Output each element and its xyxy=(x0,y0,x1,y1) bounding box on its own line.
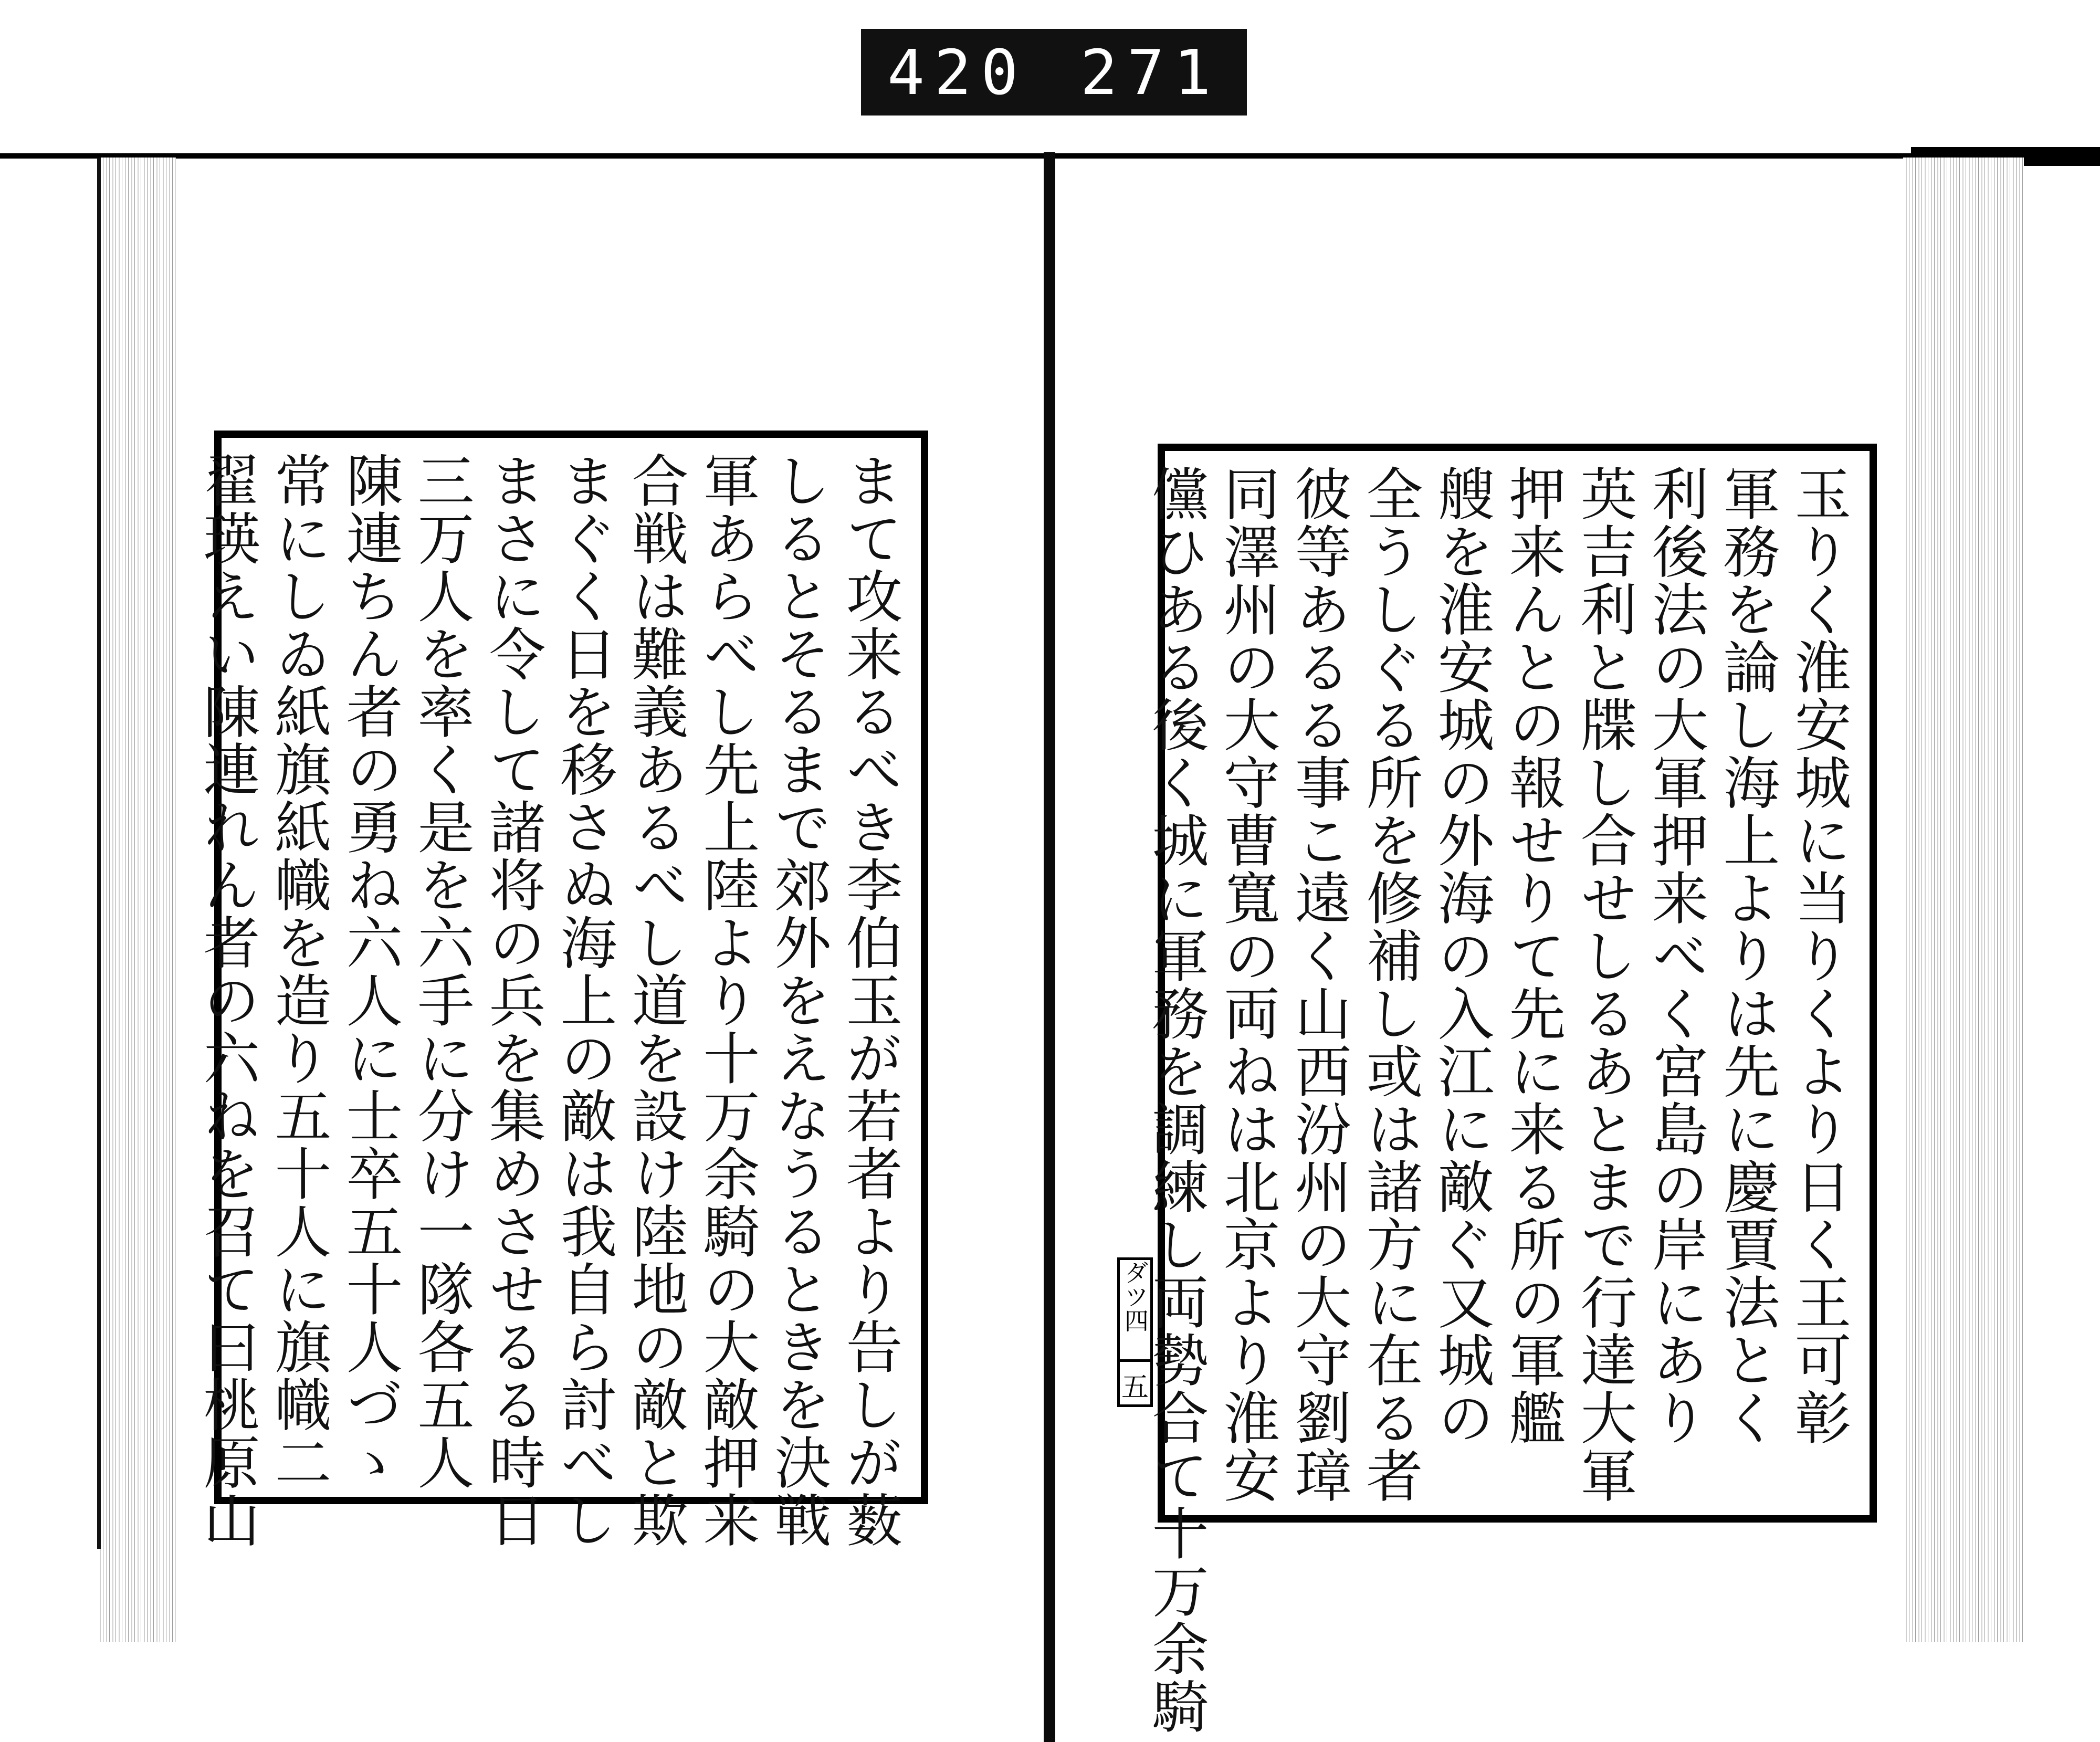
frame-number-right: 271 xyxy=(1080,36,1221,109)
text-column: 艘を淮安城の外海の入江に敵ぐ又城の xyxy=(1428,465,1494,1446)
text-column: 利後法の大軍押来べく宮島の岸にあり xyxy=(1642,465,1708,1446)
frame-number-left: 420 xyxy=(887,36,1028,109)
text-column: 常にしゐ紙旗紙幟を造り五十人に旗幟二 xyxy=(265,452,331,1491)
left-page-edge xyxy=(97,158,176,1642)
text-column: 陳連ちん者の勇ね六人に士卒五十人づゝ xyxy=(337,452,402,1491)
margin-page-label xyxy=(1117,1257,1153,1407)
text-column: 押来んとの報せりて先に来る所の軍艦 xyxy=(1499,465,1565,1446)
text-column: まて攻来るべき李伯玉が若者より告しが薮 xyxy=(836,452,902,1549)
text-column: 玉りく淮安城に当りくより日く王可彰 xyxy=(1785,465,1851,1446)
text-column: まぐく日を移さぬ海上の敵は我自ら討べし xyxy=(551,452,616,1549)
text-column: 彼等あるる事こ遠く山西汾州の大守劉璋 xyxy=(1285,465,1351,1504)
text-column: 儻ひある後く城に軍務を調練し両勢合て十万余騎 xyxy=(1142,465,1208,1735)
left-edge-line xyxy=(97,158,101,1549)
text-column: 同澤州の大守曹寬の両ねは北京より淮安 xyxy=(1214,465,1279,1504)
left-page-text-frame xyxy=(194,431,928,1549)
text-column: 軍あらべし先上陸より十万余騎の大敵押来 xyxy=(694,452,759,1549)
book-gutter xyxy=(1044,152,1055,1742)
text-column: 全うしぐる所を修補し或は諸方に在る者 xyxy=(1357,465,1422,1504)
margin-label-title: ダツ四 xyxy=(1121,1260,1149,1332)
text-column: 翟瑛えい陳連れん者の六ねを召て曰桃原山 xyxy=(194,452,259,1549)
text-column: しるとそるまで郊外をえなうるときを決戦 xyxy=(765,452,831,1549)
text-column: まさに令して諸将の兵を集めさせるる時日 xyxy=(479,452,545,1549)
margin-label-page-number: 五 xyxy=(1120,1359,1150,1404)
text-column: 英吉利と牒し合せしるあとまで行達大軍 xyxy=(1571,465,1636,1504)
text-column: 三万人を率く是を六手に分け一隊各五人 xyxy=(408,452,474,1491)
text-column: 軍務を論し海上よりは先に慶賈法とく xyxy=(1714,465,1779,1446)
right-page-edge xyxy=(1903,158,2024,1642)
right-page-text-frame xyxy=(1142,444,1877,1735)
text-column: 合戦は難義あるべし道を設け陸地の敵と欺 xyxy=(622,452,688,1549)
frame-number-plate xyxy=(861,29,1247,116)
